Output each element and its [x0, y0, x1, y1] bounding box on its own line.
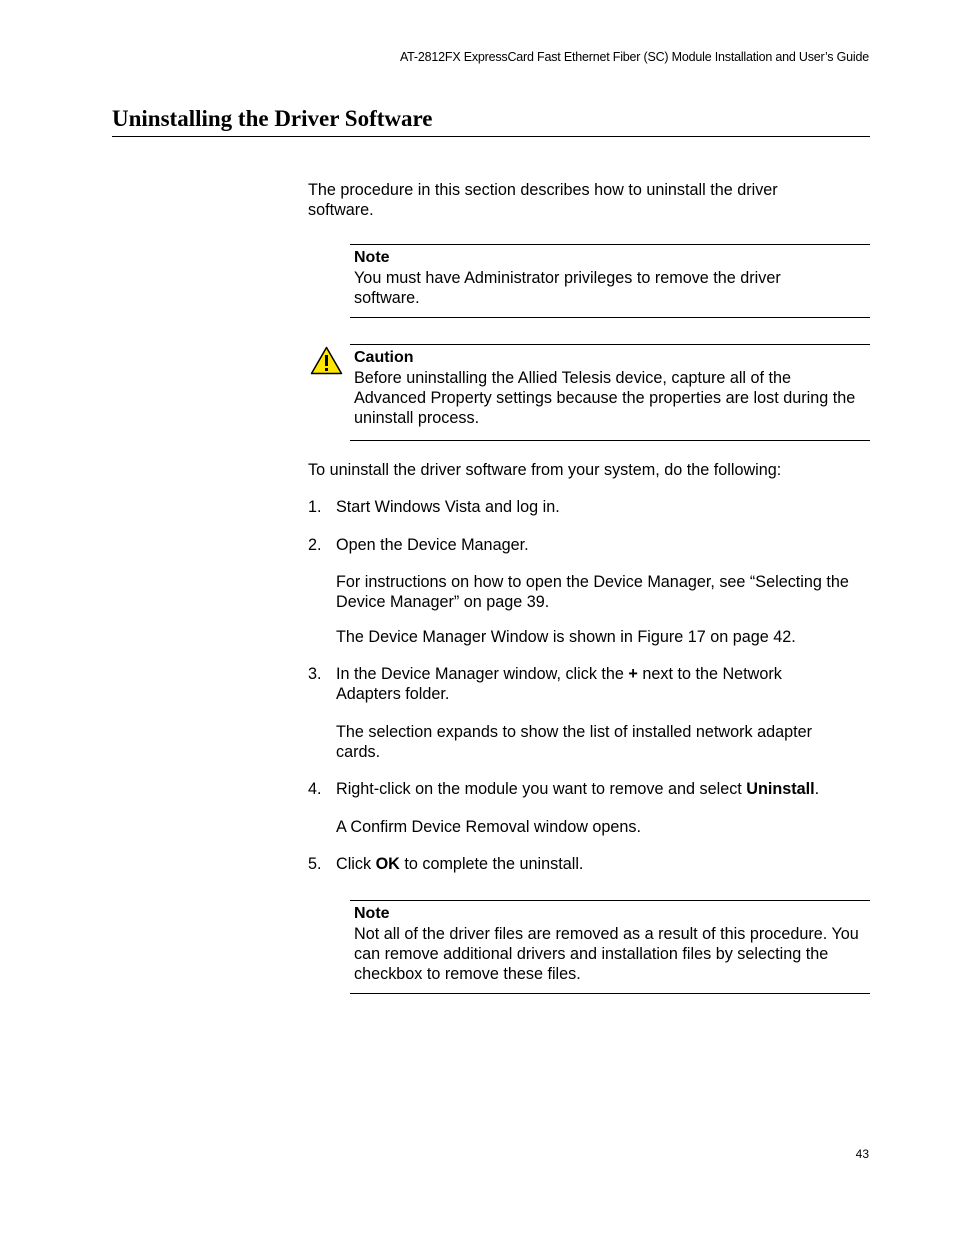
- note-label: Note: [354, 905, 390, 922]
- step-text: Start Windows Vista and log in.: [336, 498, 560, 516]
- intro-paragraph: The procedure in this section describes how to uninstall the driver software.: [308, 181, 778, 219]
- step-text: Open the Device Manager.: [336, 536, 529, 554]
- step-subtext: The Device Manager Window is shown in Figure 17 on page 42.: [336, 628, 796, 646]
- running-header: AT-2812FX ExpressCard Fast Ethernet Fiber (SC) Module Installation and User’s Guide: [399, 50, 869, 64]
- step-number: 5.: [308, 855, 322, 873]
- warning-triangle-icon: [310, 346, 343, 375]
- caution-box: [350, 344, 870, 441]
- note-text: You must have Administrator privileges to remove the driver software.: [354, 269, 781, 307]
- step-subtext: The selection expands to show the list of installed network adapter cards.: [336, 723, 813, 761]
- caution-label: Caution: [354, 349, 414, 366]
- step-subtext: A Confirm Device Removal window opens.: [336, 818, 641, 836]
- step-number: 2.: [308, 536, 322, 554]
- step-number: 3.: [308, 665, 322, 683]
- step-text: Click OK to complete the uninstall.: [336, 855, 584, 873]
- note-box-files: [350, 900, 870, 994]
- note-text: Not all of the driver files are removed as a result of this procedure. You can remove additional drivers and installation files by selecting the checkbox to remove these files.: [354, 925, 859, 983]
- lead-paragraph: To uninstall the driver software from your system, do the following:: [308, 461, 782, 479]
- step-text: Right-click on the module you want to remove and select Uninstall.: [336, 780, 820, 798]
- caution-text: Before uninstalling the Allied Telesis device, capture all of the Advanced Property settings because the properties are lost during the uninstall process.: [354, 369, 856, 427]
- step-subtext: For instructions on how to open the Device Manager, see “Selecting the Device Manager” on page 39.: [336, 573, 849, 611]
- step-text: In the Device Manager window, click the + next to the Network Adapters folder.: [336, 665, 782, 703]
- section-title: Uninstalling the Driver Software: [112, 106, 870, 137]
- note-label: Note: [354, 249, 390, 266]
- step-number: 1.: [308, 498, 322, 516]
- page-number: 43: [855, 1147, 869, 1161]
- note-box-admin: [350, 244, 870, 318]
- step-number: 4.: [308, 780, 322, 798]
